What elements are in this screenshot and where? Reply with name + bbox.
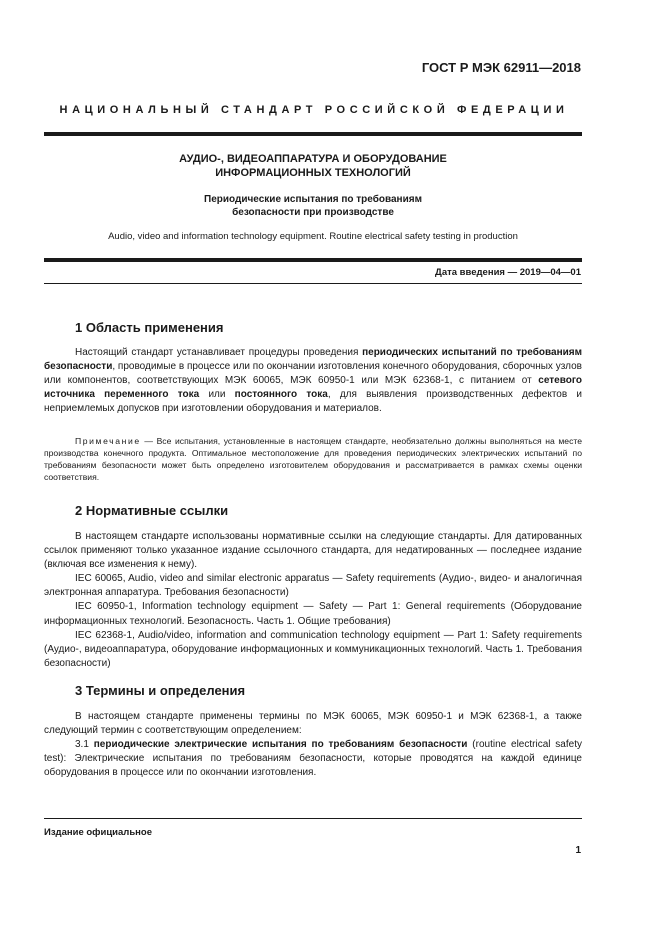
term-bold: постоянного тока [234,389,328,401]
section-3-heading: 3 Термины и определения [75,683,246,698]
date-rule [44,283,582,284]
middle-rule [44,258,582,262]
section-1-paragraph [44,346,582,416]
document-subtitle [44,193,582,219]
definition-term: периодические электрические испытания по требованиям безопасности [93,739,468,751]
note-text: — Все испытания, установленные в настоящем стандарте, необязательно должны выполняться на месте производства конечного продукта. Оптимальное местоположение для проведения периодических электрических испытаний по требованиям безопасности может быть определено изготовителем оборудования и рассматривается в рамках схемы оценки соответствия. [44,436,582,482]
section-1-body [44,346,582,416]
definition-number: 3.1 [75,739,94,751]
term-bold: сетевого источника переменного тока [44,375,582,401]
footer-rule [44,818,582,819]
section-3-body [44,710,582,780]
document-title [44,152,582,180]
standard-number: ГОСТ Р МЭК 62911—2018 [421,60,581,75]
reference-iec-62368-1: IEC 62368-1, Audio/video, information and communication technology equipment — Part 1: Safety requirements (Аудио-, видеоаппаратура, оборудование информационных и коммуникационных технологий. Часть 1. Требования безопасности) [44,629,582,669]
reference-iec-60950-1: IEC 60950-1, Information technology equipment — Safety — Part 1: General requirements (Оборудование информационных технологий. Безопасность. Часть 1. Общие требования) [44,601,582,627]
section-2-heading: 2 Нормативные ссылки [75,503,229,518]
text-run: Настоящий стандарт устанавливает процедуры проведения [75,347,363,358]
top-rule [44,132,582,136]
text-run: , для выявления производственных дефектов и неприемлемых допусков при изготовлении оборудования и материалов. [44,389,582,415]
english-title: Audio, video and information technology equipment. Routine electrical safety testing in production [108,231,518,242]
subtitle-line-2: безопасности при производстве [232,207,394,218]
section-2-body [44,530,582,671]
text-run: , проводимые в процессе или по окончании изготовления конечного оборудования, сборочных узлов или компонентов, соответствующих МЭК 60065, МЭК 60950-1 или МЭК 62368-1, с питанием от [44,361,582,387]
reference-iec-60065: IEC 60065, Audio, video and similar electronic apparatus — Safety requirements (Аудио-, видео- и аналогичная электронная аппаратура. Требования безопасности) [44,573,582,599]
national-standard-banner: НАЦИОНАЛЬНЫЙ СТАНДАРТ РОССИЙСКОЙ ФЕДЕРАЦИИ [59,104,569,116]
official-edition-label: Издание официальное [44,827,152,838]
section-3-paragraph: В настоящем стандарте применены термины по МЭК 60065, МЭК 60950-1 и МЭК 62368-1, а также следующий термин с соответствующим определением: [44,711,582,737]
section-1-note [44,435,582,483]
term-bold: периодических испытаний по требованиям безопасности [44,347,583,373]
subtitle-line-1: Периодические испытания по требованиям [204,194,422,205]
section-2-paragraph: В настоящем стандарте использованы нормативные ссылки на следующие стандарты. Для датированных ссылок применяют только указанное издание ссылочного стандарта, для недатированных — последнее издание (включая все изменения к нему). [44,531,582,571]
title-line-2: ИНФОРМАЦИОННЫХ ТЕХНОЛОГИЙ [215,167,411,179]
section-1-heading: 1 Область применения [75,320,224,335]
page-number: 1 [575,845,581,856]
title-line-1: АУДИО-, ВИДЕОАППАРАТУРА И ОБОРУДОВАНИЕ [179,153,447,165]
definition-3-1 [44,738,582,780]
definition-text: (routine electrical safety test): Электрические испытания по требованиям безопасности, которые проводятся на каждой единице оборудования в процессе или по окончании изготовления. [44,739,582,779]
introduction-date: Дата введения — 2019—04—01 [435,267,581,278]
note-label: Примечание [75,436,141,446]
text-run: или [199,389,235,401]
